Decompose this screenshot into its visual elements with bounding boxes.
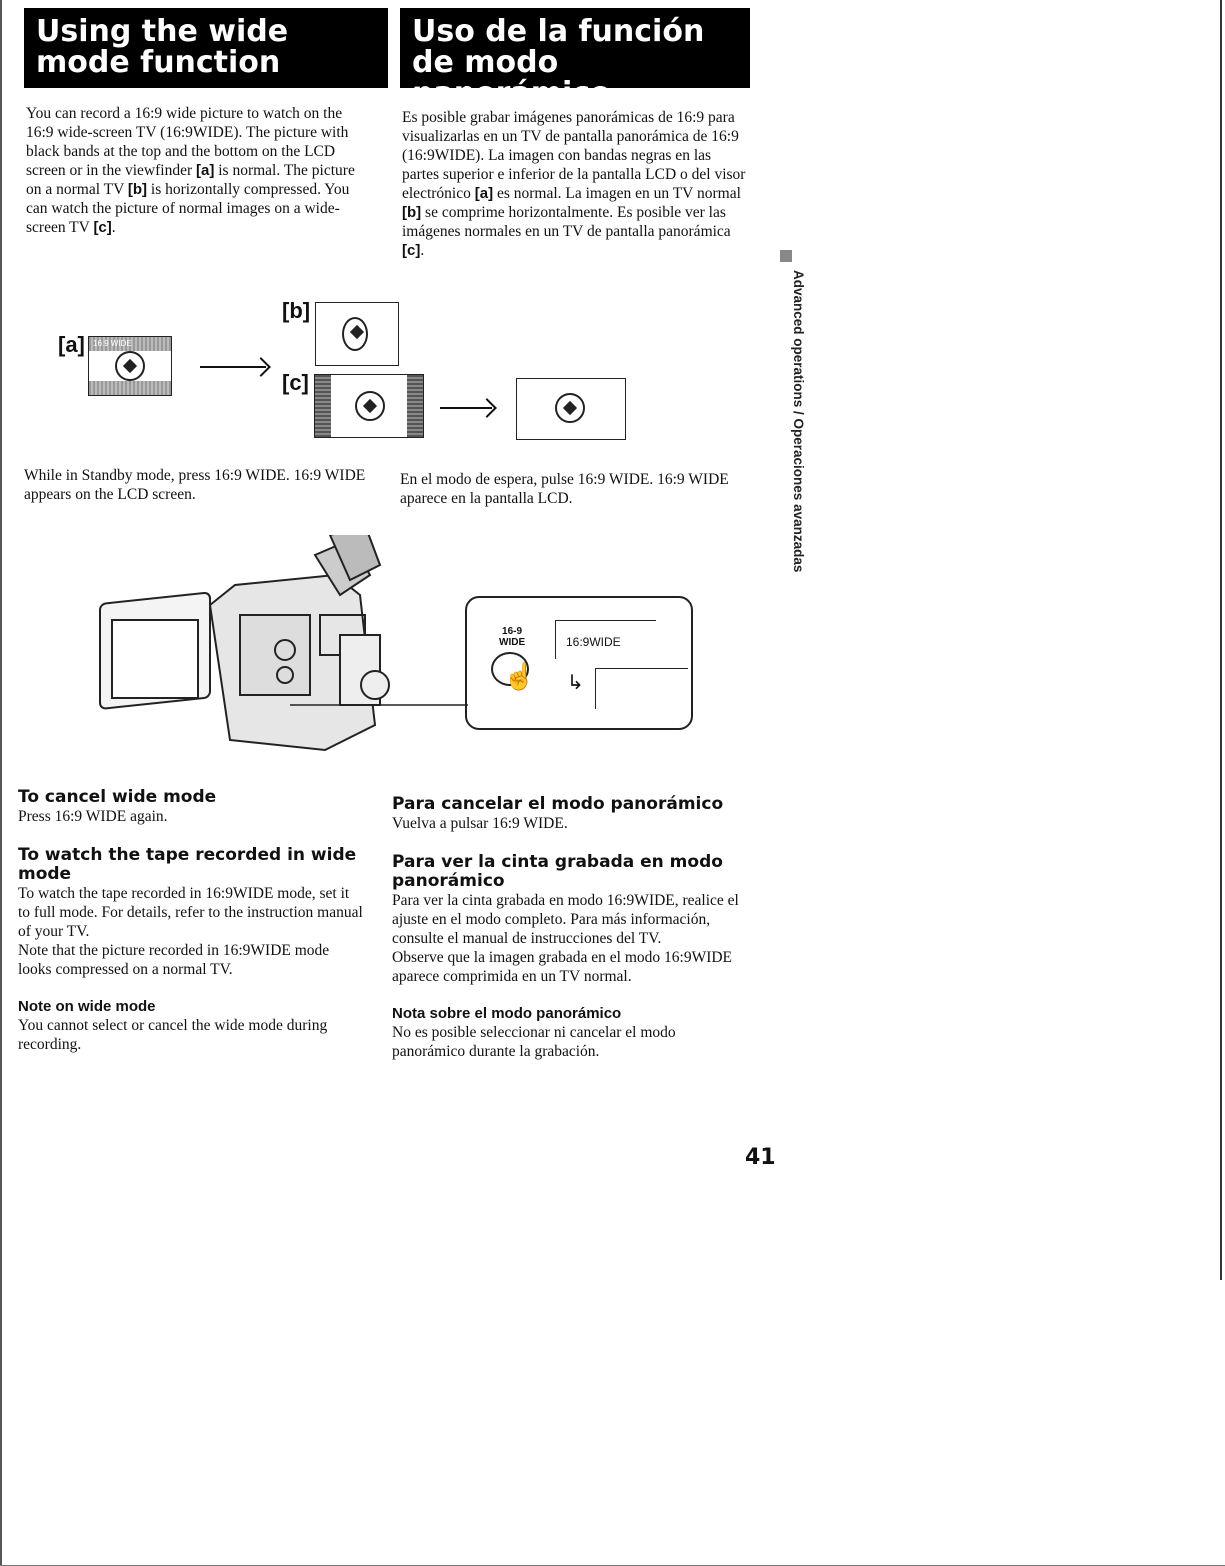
screen-a-bottom-band xyxy=(89,381,171,395)
lcd-display-text: 16:9WIDE xyxy=(566,635,621,649)
screen-c-wide-tv xyxy=(314,374,424,438)
button-display-inset xyxy=(465,596,693,730)
title-spanish: Uso de la función de modo panorámico xyxy=(400,8,750,88)
cancel-text-en: Press 16:9 WIDE again. xyxy=(18,808,168,825)
cancel-title-en: To cancel wide mode xyxy=(18,787,217,807)
page-edge-left xyxy=(0,0,2,1566)
english-notes xyxy=(18,788,363,1054)
watch-text-en-1: To watch the tape recorded in 16:9WIDE mode, set it to full mode. For details, refer to the instruction manual of your TV. xyxy=(18,885,363,940)
watch-text-es-1: Para ver la cinta grabada en modo 16:9WIDE, realice el ajuste en el modo completo. Para más información, consulte el manual de instrucciones del TV. xyxy=(392,892,739,947)
arrow-right-icon xyxy=(200,366,266,368)
page-edge-right xyxy=(1220,0,1222,1280)
intro-en-ref-a: [a] xyxy=(196,162,215,179)
intro-es-text-3: es normal. La imagen en un TV normal xyxy=(493,185,741,202)
intro-english xyxy=(26,104,371,237)
intro-es-ref-c: [c] xyxy=(402,242,421,259)
intro-en-ref-c: [c] xyxy=(93,219,112,236)
section-sidebar-label: Advanced operations / Operaciones avanzadas xyxy=(791,270,806,573)
wide-button-label-line2: WIDE xyxy=(499,637,526,648)
lcd-display-frame xyxy=(555,620,656,659)
note-text-en: You cannot select or cancel the wide mode during recording. xyxy=(18,1017,328,1053)
spanish-notes xyxy=(392,795,744,1061)
standby-english: While in Standby mode, press 16:9 WIDE. 16:9 WIDE appears on the LCD screen. xyxy=(24,467,366,503)
section-tab-marker xyxy=(780,250,792,262)
intro-es-ref-a: [a] xyxy=(474,185,494,202)
note-title-en: Note on wide mode xyxy=(18,998,156,1015)
screen-b-normal-tv xyxy=(315,302,399,366)
figure-label-b: [b] xyxy=(282,298,311,323)
intro-es-text-4: se comprime horizontalmente. Es posible ver las imágenes normales en un TV de pantalla panorámica xyxy=(402,204,731,240)
screen-wide-result xyxy=(516,378,626,440)
note-text-es: No es posible seleccionar ni cancelar el modo panorámico durante la grabación. xyxy=(392,1024,676,1060)
intro-en-text-3: is normal. The picture on a normal TV xyxy=(26,162,355,198)
pressing-finger-icon: ☝ xyxy=(503,662,536,691)
lcd-display-frame-2 xyxy=(595,668,688,709)
cancel-text-es: Vuelva a pulsar 16:9 WIDE. xyxy=(392,815,568,832)
intro-es-text-1: Es posible grabar imágenes panorámicas de 16:9 para visualizarlas en un TV de pantalla panorámica de 16:9 (16:9WIDE). xyxy=(402,109,739,164)
soccer-ball-icon xyxy=(555,393,585,423)
screen-c-right-band xyxy=(407,375,423,437)
screen-a-indicator: 16:9 WIDE xyxy=(93,339,132,348)
wide-button-label-line1: 16-9 xyxy=(502,626,523,637)
figure-label-a: [a] xyxy=(58,332,85,357)
screen-a-lcd xyxy=(88,336,172,396)
intro-es-text-2: La imagen con bandas negras en las partes superior e inferior de la pantalla LCD o del visor electrónico xyxy=(402,147,746,202)
wide-button-label xyxy=(499,626,525,648)
figure-label-c: [c] xyxy=(282,370,309,395)
standby-spanish: En el modo de espera, pulse 16:9 WIDE. 16:9 WIDE aparece en la pantalla LCD. xyxy=(400,471,729,507)
intro-en-text-4: is horizontally compressed. You can watch the picture of normal images on a wide-screen TV xyxy=(26,181,350,236)
page-number: 41 xyxy=(745,1145,776,1170)
cancel-title-es: Para cancelar el modo panorámico xyxy=(392,794,724,814)
intro-spanish xyxy=(402,108,747,260)
intro-en-text-5: . xyxy=(111,219,116,236)
intro-en-text-1: You can record a 16:9 wide picture to watch on the 16:9 wide-screen TV (16:9WIDE). xyxy=(26,105,343,141)
watch-text-es-2: Observe que la imagen grabada en el modo 16:9WIDE aparece comprimida en un TV normal. xyxy=(392,949,733,985)
watch-text-en-2: Note that the picture recorded in 16:9WIDE mode looks compressed on a normal TV. xyxy=(18,942,330,978)
intro-es-ref-b: [b] xyxy=(402,204,422,221)
watch-title-es: Para ver la cinta grabada en modo panorámico xyxy=(392,852,723,891)
title-english: Using the wide mode function xyxy=(24,8,388,88)
intro-en-text-2: The picture with black bands at the top and the bottom on the LCD screen or in the viewfinder xyxy=(26,124,349,179)
note-title-es: Nota sobre el modo panorámico xyxy=(392,1005,622,1022)
watch-title-en: To watch the tape recorded in wide mode xyxy=(18,845,357,884)
soccer-ball-icon xyxy=(355,391,385,421)
soccer-ball-icon xyxy=(115,351,145,381)
turn-arrow-icon: ↳ xyxy=(567,672,584,694)
intro-en-ref-b: [b] xyxy=(127,181,148,198)
arrow-right-icon xyxy=(440,407,492,409)
soccer-ball-compressed-icon xyxy=(342,317,368,351)
intro-es-text-5: . xyxy=(420,242,425,259)
screen-c-left-band xyxy=(315,375,331,437)
